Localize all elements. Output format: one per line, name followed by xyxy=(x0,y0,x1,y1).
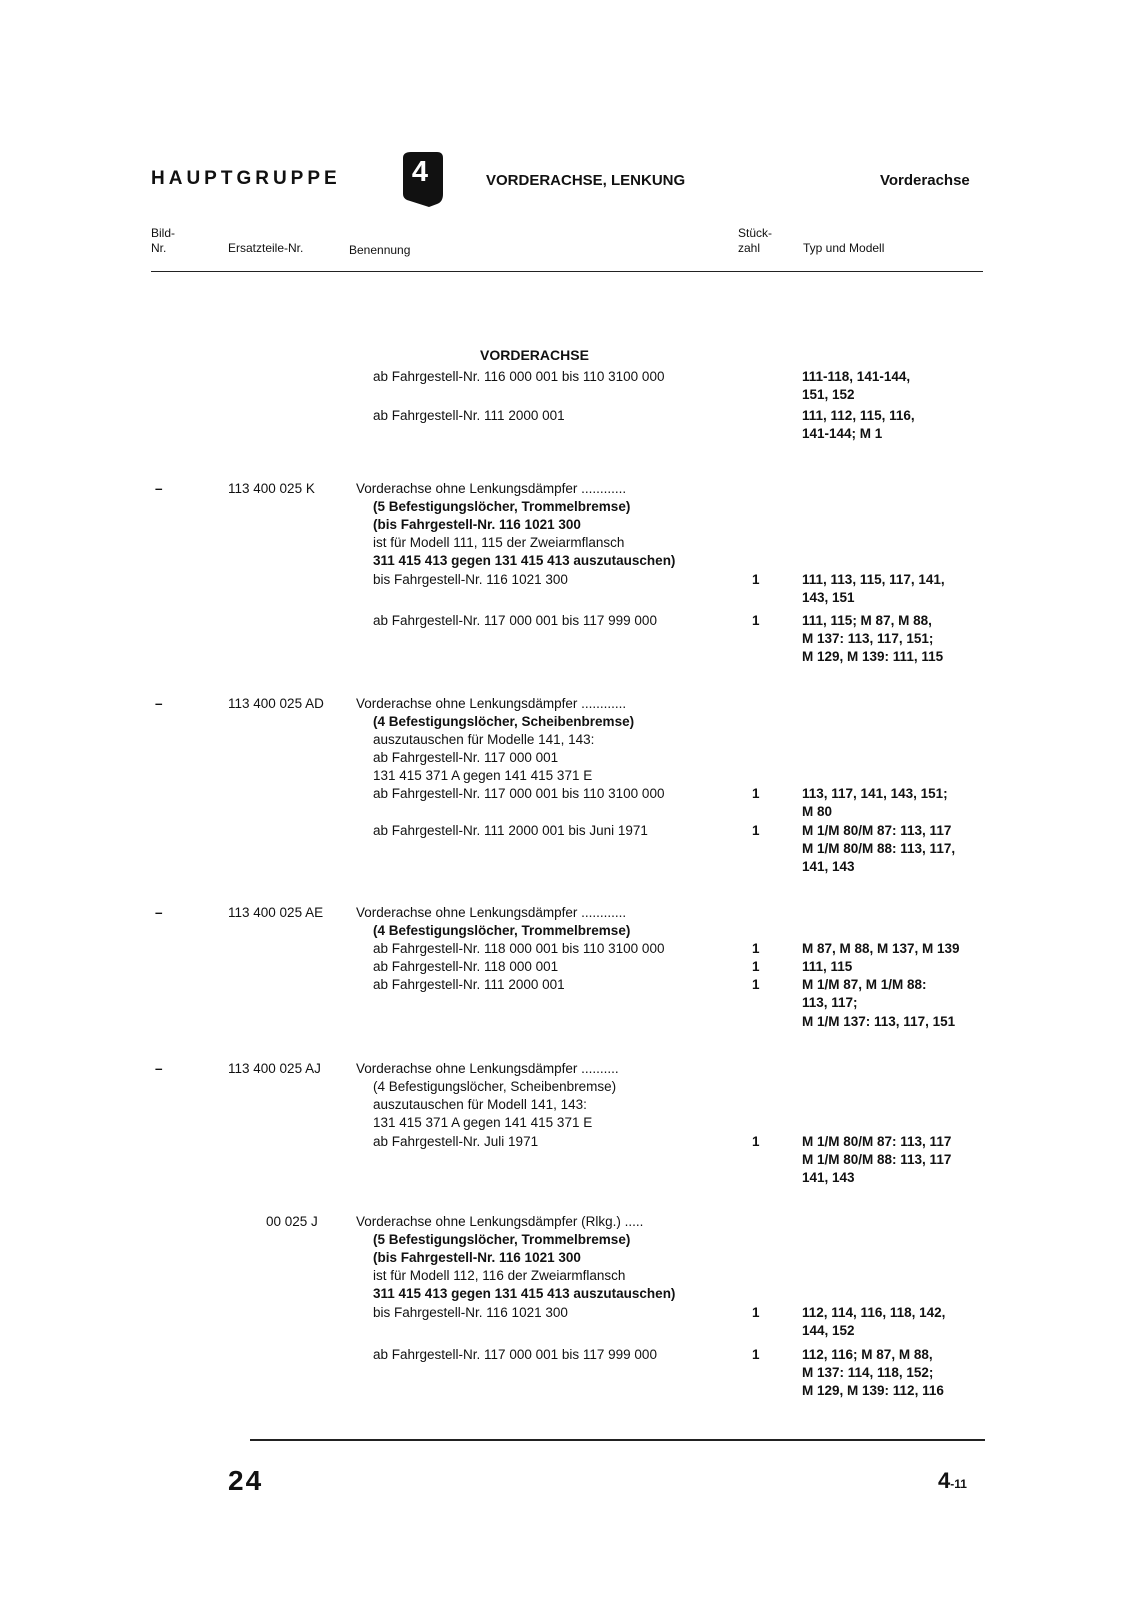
entry-note: 311 415 413 gegen 131 415 413 auszutauschen) xyxy=(373,1286,676,1301)
intro-type: 141-144; M 1 xyxy=(802,426,883,441)
entry-type: M 1/M 80/M 88: 113, 117 xyxy=(802,1152,952,1167)
entry-qty: 1 xyxy=(752,959,760,974)
entry-name: Vorderachse ohne Lenkungsdämpfer ............ xyxy=(356,696,627,711)
entry-part-number: 113 400 025 AJ xyxy=(228,1061,321,1076)
entry-note: (5 Befestigungslöcher, Trommelbremse) xyxy=(373,1232,631,1247)
entry-note: ab Fahrgestell-Nr. 117 000 001 xyxy=(373,750,559,765)
entry-type: M 1/M 80/M 88: 113, 117, xyxy=(802,841,956,856)
column-header-typ-modell: Typ und Modell xyxy=(803,241,885,255)
entry-qty: 1 xyxy=(752,1347,760,1362)
entry-qty: 1 xyxy=(752,1305,760,1320)
group-number: 4 xyxy=(411,156,429,188)
entry-note: (4 Befestigungslöcher, Trommelbremse) xyxy=(373,923,631,938)
entry-part-number: 00 025 J xyxy=(266,1214,318,1229)
entry-type: M 1/M 80/M 87: 113, 117 xyxy=(802,1134,952,1149)
column-header-stueck-line1: Stück- xyxy=(738,226,773,240)
entry-qty: 1 xyxy=(752,941,760,956)
section-title: VORDERACHSE, LENKUNG xyxy=(486,172,686,189)
group-label: HAUPTGRUPPE xyxy=(151,168,341,189)
page-number-right-main: 4 xyxy=(938,1468,951,1493)
column-header-bild-line2: Nr. xyxy=(151,241,167,255)
entry-note: ist für Modell 112, 116 der Zweiarmflansch xyxy=(373,1268,626,1283)
entry-type: 141, 143 xyxy=(802,1170,855,1185)
header-divider xyxy=(151,271,983,272)
entry-type: M 137: 113, 117, 151; xyxy=(802,631,934,646)
entry-type: M 137: 114, 118, 152; xyxy=(802,1365,934,1380)
page-number-right-sub: -11 xyxy=(950,1477,967,1491)
entry-type: 113, 117, 141, 143, 151; xyxy=(802,786,948,801)
column-header-stueckzahl xyxy=(738,226,772,256)
entry-note: (4 Befestigungslöcher, Scheibenbremse) xyxy=(373,1079,617,1094)
entry-note: (bis Fahrgestell-Nr. 116 1021 300 xyxy=(373,517,581,532)
entry-name: Vorderachse ohne Lenkungsdämpfer .......... xyxy=(356,1061,619,1076)
entry-note: auszutauschen für Modelle 141, 143: xyxy=(373,732,595,747)
entry-note: 131 415 371 A gegen 141 415 371 E xyxy=(373,1115,593,1130)
entry-note: ab Fahrgestell-Nr. 111 2000 001 xyxy=(373,977,565,992)
entry-type: M 87, M 88, M 137, M 139 xyxy=(802,941,960,956)
entry-note: ab Fahrgestell-Nr. 118 000 001 bis 110 3100 000 xyxy=(373,941,665,956)
entry-qty: 1 xyxy=(752,977,760,992)
entry-type: M 1/M 80/M 87: 113, 117 xyxy=(802,823,952,838)
entry-note: (5 Befestigungslöcher, Trommelbremse) xyxy=(373,499,631,514)
entry-name: Vorderachse ohne Lenkungsdämpfer ............ xyxy=(356,481,627,496)
intro-type: 111, 112, 115, 116, xyxy=(802,408,915,423)
entry-type: M 1/M 137: 113, 117, 151 xyxy=(802,1014,956,1029)
entry-note: auszutauschen für Modell 141, 143: xyxy=(373,1097,587,1112)
entry-type: 112, 116; M 87, M 88, xyxy=(802,1347,933,1362)
intro-type: 151, 152 xyxy=(802,387,855,402)
entry-note: bis Fahrgestell-Nr. 116 1021 300 xyxy=(373,572,568,587)
entry-type: M 129, M 139: 112, 116 xyxy=(802,1383,944,1398)
column-header-benennung: Benennung xyxy=(349,243,411,257)
column-header-bild-line1: Bild- xyxy=(151,226,176,240)
entry-note: bis Fahrgestell-Nr. 116 1021 300 xyxy=(373,1305,568,1320)
footer-divider xyxy=(250,1439,985,1441)
entry-note: (bis Fahrgestell-Nr. 116 1021 300 xyxy=(373,1250,581,1265)
entry-bild: – xyxy=(155,696,163,711)
entry-qty: 1 xyxy=(752,613,760,628)
entry-qty: 1 xyxy=(752,1134,760,1149)
entry-type: 111, 115; M 87, M 88, xyxy=(802,613,932,628)
entry-type: M 1/M 87, M 1/M 88: xyxy=(802,977,927,992)
entry-bild: – xyxy=(155,905,163,920)
entry-type: 144, 152 xyxy=(802,1323,855,1338)
entry-part-number: 113 400 025 AD xyxy=(228,696,324,711)
intro-type: 111-118, 141-144, xyxy=(802,369,911,384)
entry-part-number: 113 400 025 AE xyxy=(228,905,324,920)
entry-note: 311 415 413 gegen 131 415 413 auszutauschen) xyxy=(373,553,676,568)
group-number-badge xyxy=(397,150,447,208)
intro-line: ab Fahrgestell-Nr. 111 2000 001 xyxy=(373,408,565,423)
entry-qty: 1 xyxy=(752,572,760,587)
entry-note: 131 415 371 A gegen 141 415 371 E xyxy=(373,768,593,783)
entry-qty: 1 xyxy=(752,823,760,838)
entry-note: ab Fahrgestell-Nr. 117 000 001 bis 117 999 000 xyxy=(373,613,657,628)
entry-type: 111, 113, 115, 117, 141, xyxy=(802,572,945,587)
entry-type: 112, 114, 116, 118, 142, xyxy=(802,1305,946,1320)
entry-name: Vorderachse ohne Lenkungsdämpfer ............ xyxy=(356,905,627,920)
entry-qty: 1 xyxy=(752,786,760,801)
entry-note: ab Fahrgestell-Nr. 117 000 001 bis 117 999 000 xyxy=(373,1347,657,1362)
page-number-right xyxy=(938,1468,967,1494)
entry-note: (4 Befestigungslöcher, Scheibenbremse) xyxy=(373,714,635,729)
entry-type: M 80 xyxy=(802,804,833,819)
entry-type: 141, 143 xyxy=(802,859,855,874)
entry-note: ab Fahrgestell-Nr. 118 000 001 xyxy=(373,959,559,974)
entry-type: 113, 117; xyxy=(802,995,858,1010)
entry-part-number: 113 400 025 K xyxy=(228,481,315,496)
entry-type: M 129, M 139: 111, 115 xyxy=(802,649,944,664)
entry-bild: – xyxy=(155,481,163,496)
section-right-title: Vorderachse xyxy=(880,172,970,189)
entry-type: 111, 115 xyxy=(802,959,853,974)
column-header-stueck-line2: zahl xyxy=(738,241,761,255)
entry-note: ist für Modell 111, 115 der Zweiarmflansch xyxy=(373,535,625,550)
entry-note: ab Fahrgestell-Nr. Juli 1971 xyxy=(373,1134,539,1149)
entry-note: ab Fahrgestell-Nr. 111 2000 001 bis Juni 1971 xyxy=(373,823,648,838)
column-header-ersatzteile: Ersatzteile-Nr. xyxy=(228,241,304,255)
entry-note: ab Fahrgestell-Nr. 117 000 001 bis 110 3100 000 xyxy=(373,786,665,801)
page-number-left: 24 xyxy=(228,1465,264,1496)
intro-title: VORDERACHSE xyxy=(480,347,589,363)
entry-bild: – xyxy=(155,1061,163,1076)
column-header-bild-nr xyxy=(151,226,175,256)
entry-name: Vorderachse ohne Lenkungsdämpfer (Rlkg.) ..... xyxy=(356,1214,644,1229)
intro-line: ab Fahrgestell-Nr. 116 000 001 bis 110 3100 000 xyxy=(373,369,665,384)
entry-type: 143, 151 xyxy=(802,590,855,605)
